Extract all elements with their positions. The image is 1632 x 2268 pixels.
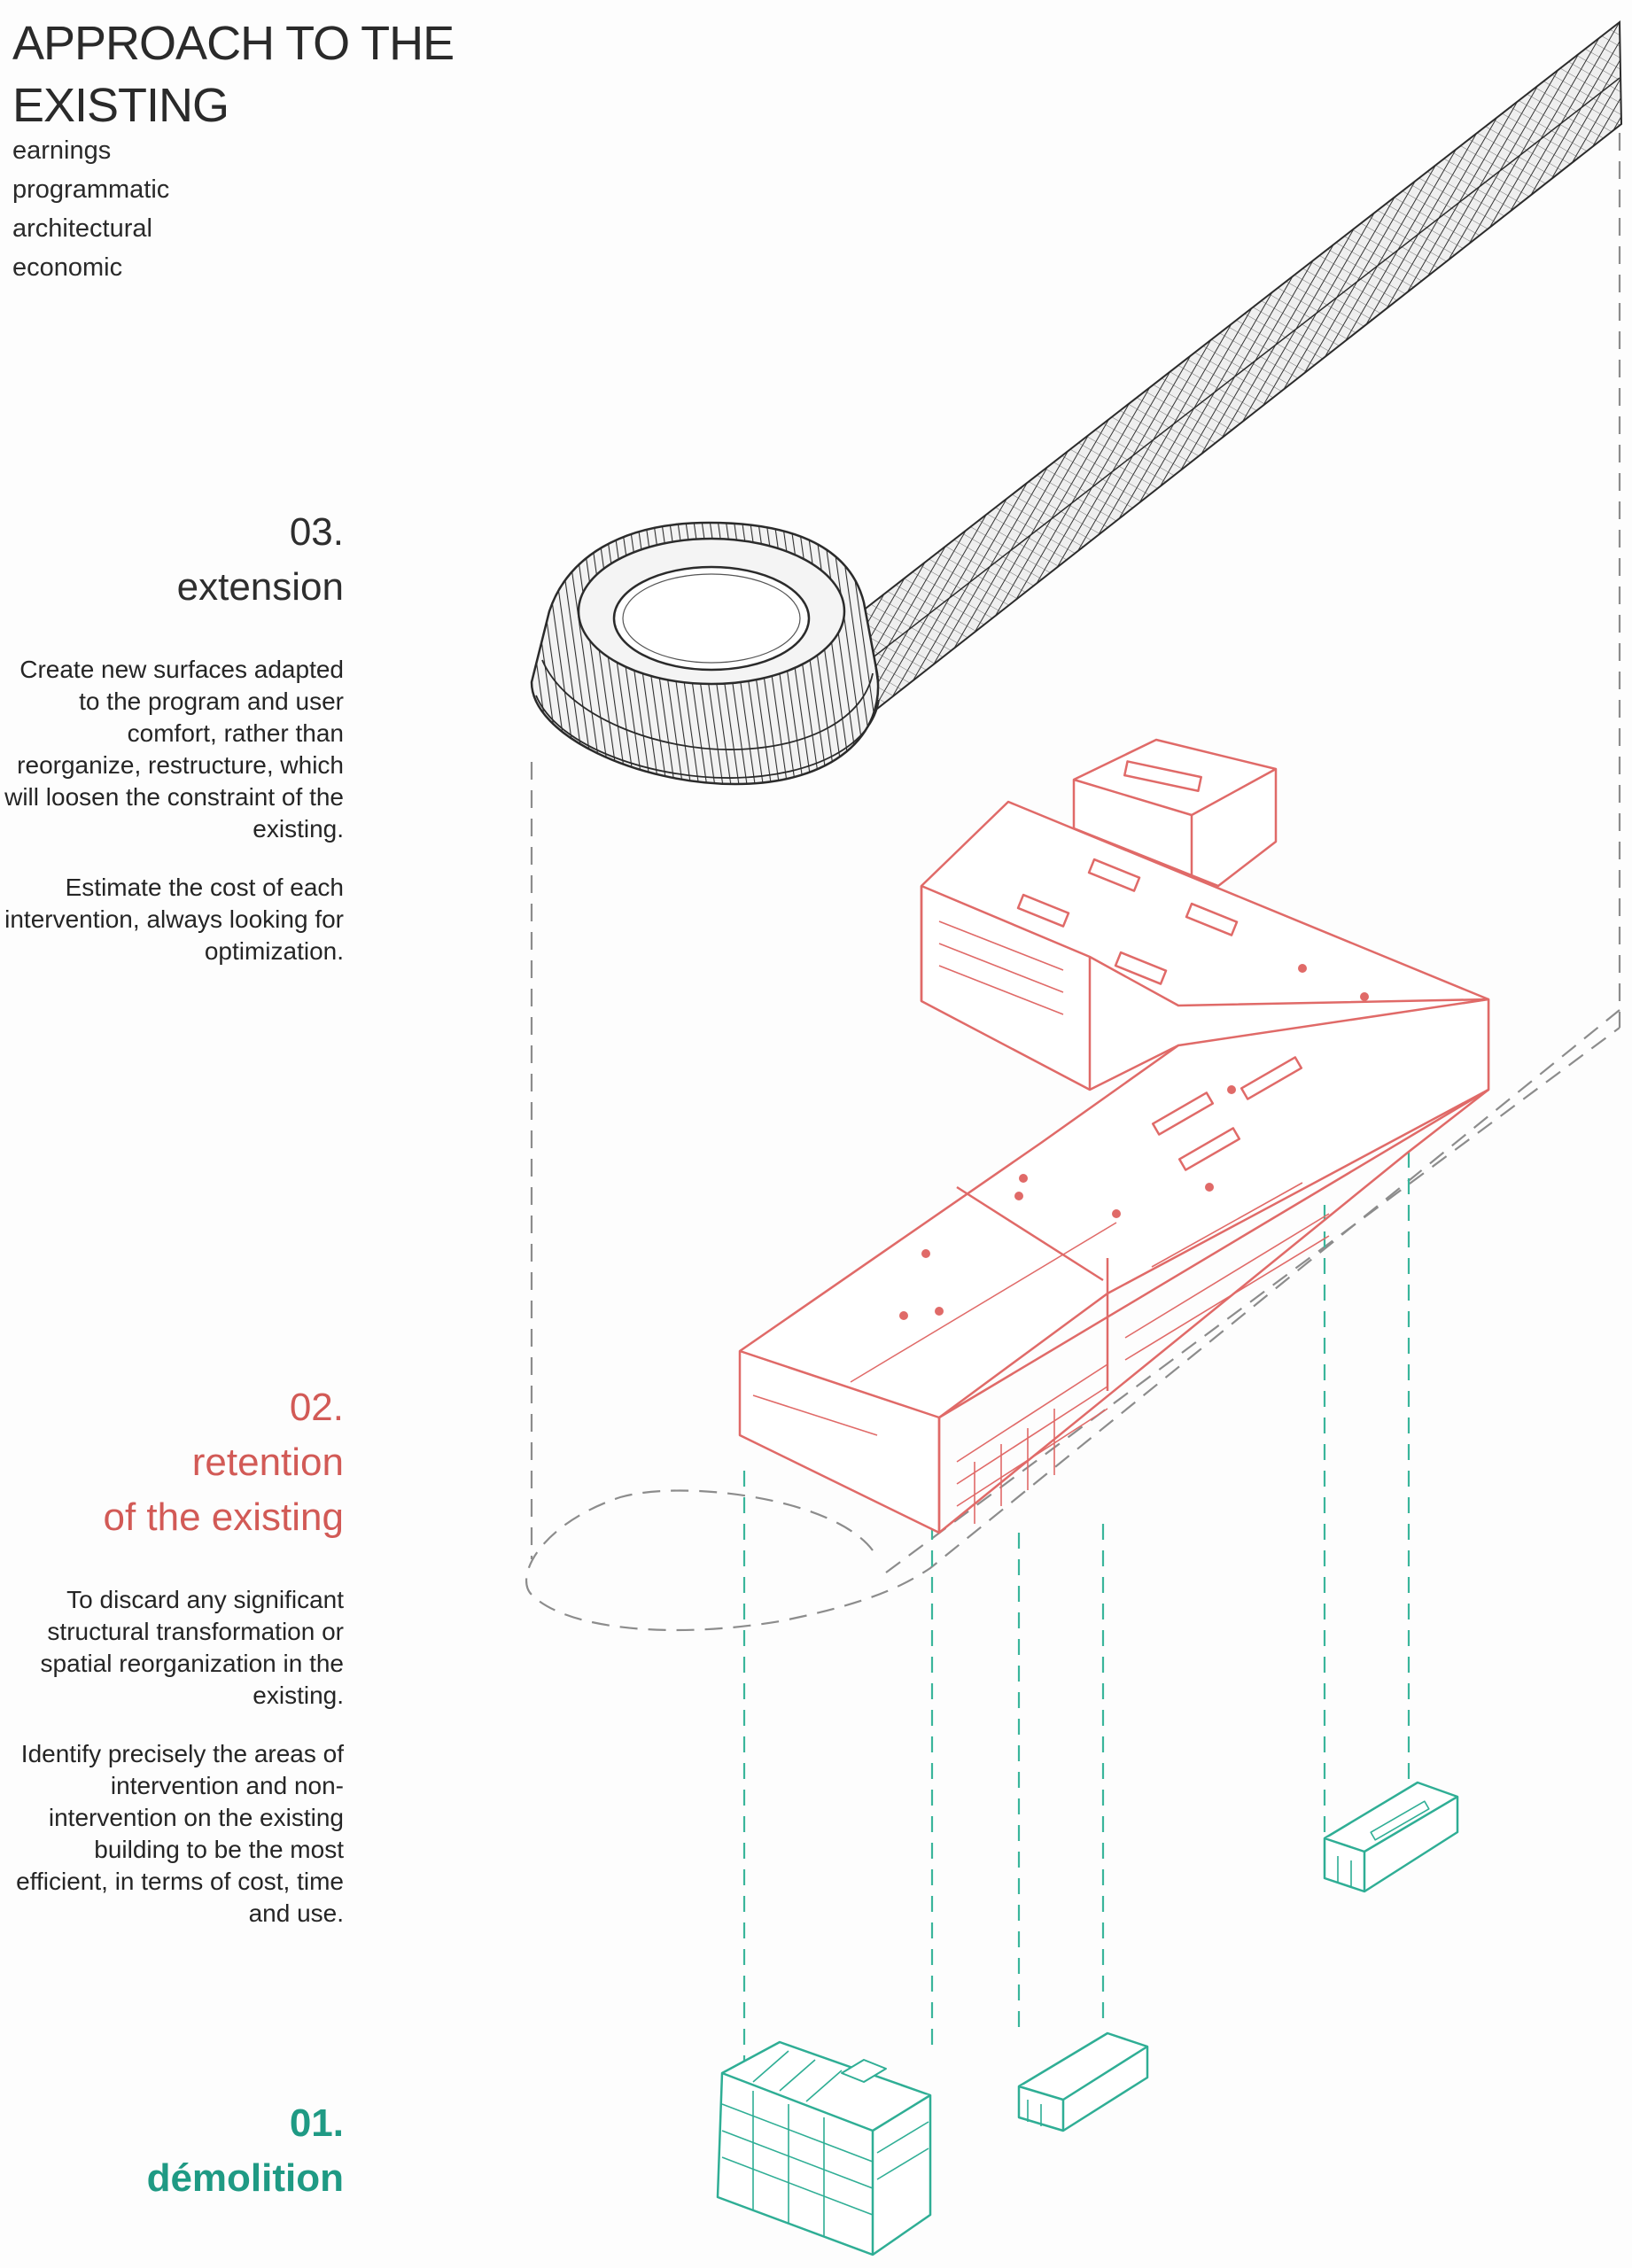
- goal-item: programmatic: [12, 175, 170, 204]
- step-description: [0, 1584, 344, 1956]
- step-name-line-1: retention: [191, 1441, 344, 1484]
- goal-item: economic: [12, 253, 123, 282]
- step-paragraph: Identify precisely the areas of intervention and non-intervention on the existing building to be the most efficient, in terms of cost, time and use.: [16, 1740, 344, 1927]
- demolition-block-large: [718, 2042, 930, 2255]
- demolition-block-small: [1325, 1783, 1457, 1891]
- goals-list: [12, 131, 278, 287]
- step-number: 01.: [289, 2101, 344, 2145]
- extension-volume: [532, 22, 1621, 784]
- step-retention: [0, 1380, 344, 1927]
- step-paragraph: To discard any significant structural transformation or spatial reorganization in the existing.: [40, 1586, 344, 1709]
- goal-item: architectural: [12, 214, 152, 243]
- title-line-1: APPROACH TO THE: [12, 17, 455, 70]
- demolition-blocks: [718, 1783, 1457, 2255]
- step-demolition: [0, 2096, 344, 2206]
- step-paragraph: Estimate the cost of each intervention, always looking for optimization.: [4, 874, 344, 965]
- page-title: [12, 12, 473, 136]
- retention-building: [740, 740, 1488, 1533]
- step-number: 02.: [289, 1386, 344, 1429]
- step-name: extension: [176, 565, 344, 609]
- goal-item: earnings: [12, 136, 112, 165]
- step-paragraph: Create new surfaces adapted to the program and user comfort, rather than reorganize, restructure, which will loosen the constraint of the existing.: [4, 656, 344, 843]
- step-description: [0, 654, 344, 994]
- step-extension: [0, 505, 344, 965]
- title-line-2: EXISTING: [12, 79, 229, 132]
- step-number: 03.: [289, 510, 344, 554]
- step-name: démolition: [146, 2156, 344, 2200]
- step-name-line-2: of the existing: [103, 1495, 344, 1539]
- demolition-block-medium: [1019, 2033, 1147, 2131]
